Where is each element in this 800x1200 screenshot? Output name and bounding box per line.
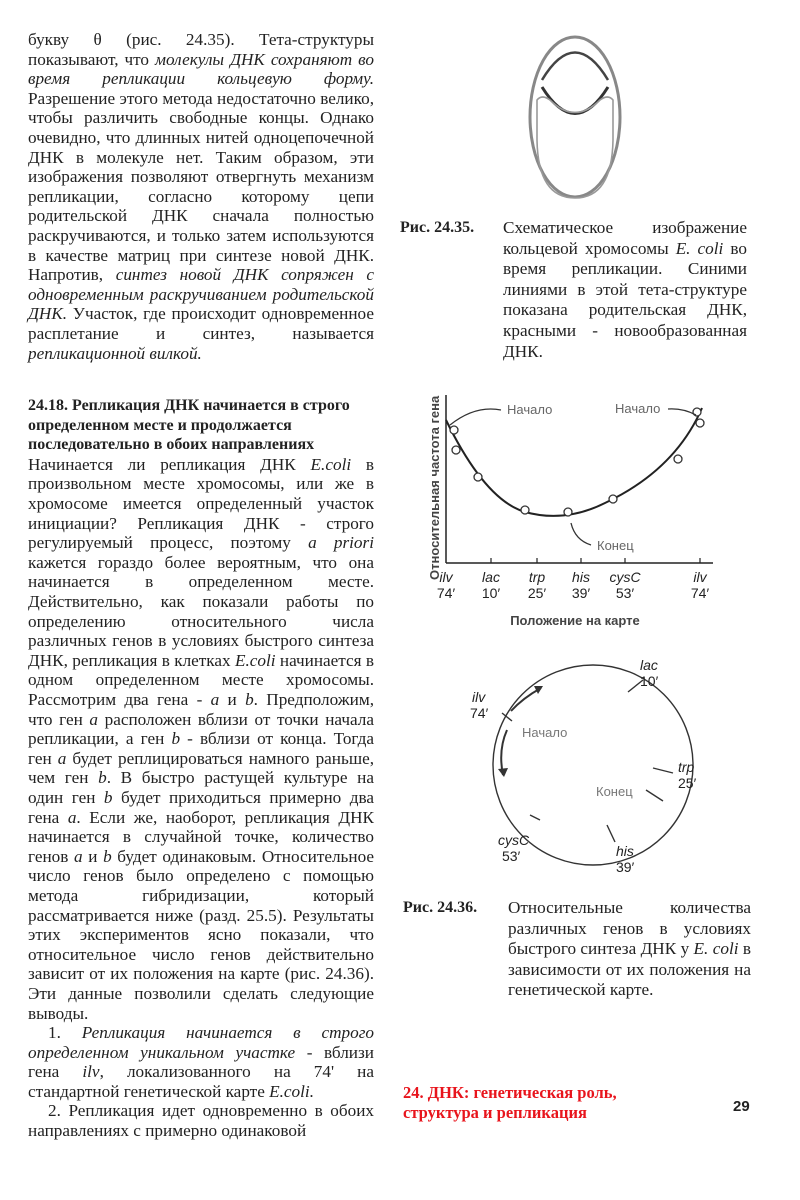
start-annotation-left: Начало [507,402,553,417]
left-text-column [28,30,374,1141]
x-tick-pos: 53′ [615,585,635,601]
x-tick-gene: lac [482,569,500,585]
x-axis-label: Положение на карте [510,613,640,628]
origin-label: Начало [522,725,568,740]
gene-pos-ilv: 74′ [470,705,489,721]
x-tick-gene: his [572,569,590,585]
terminus-label: Конец [596,784,633,799]
x-tick-pos: 25′ [527,585,547,601]
gene-pos-trp: 25′ [678,775,697,791]
gene-pos-his: 39′ [616,859,635,875]
y-axis-label: Относительная частота гена [427,395,442,580]
end-annotation: Конец [597,538,634,553]
x-tick-gene: trp [528,569,546,585]
caption-text: Относительные количества различных генов в условиях быстрого синтеза ДНК у E. coli в зависимости от их положения на генетической карте. [508,898,751,1000]
x-tick-pos: 74′ [436,585,456,601]
start-annotation-right: Начало [615,401,661,416]
gene-frequency-chart [425,375,725,630]
gene-label-ilv: ilv [472,689,486,705]
section-heading-24-18: 24.18. Репликация ДНК начинается в строго определенном месте и продолжается последовательно в обоих направлениях [28,397,350,454]
paragraph-replication-origin: Начинается ли репликация ДНК E.coli в произвольном месте хромосомы, или же в хромосоме имеется определенный участок инициации? Репликация ДНК - строго регулируемый процесс, поэтому a priori кажется гораздо более вероятным, что она начинается в определенном месте. Действительно, как показали работы по определению относительного числа различных генов в условиях быстрого синтеза ДНК, репликация в клетках E.coli начинается в одном определенном месте хромосомы. Рассмотрим два гена - a и b. Предположим, что ген a расположен вблизи от точки начала репликации, а ген b - вблизи от конца. Тогда ген a будет реплицироваться намного раньше, чем ген b. В быстро растущей культуре на один ген b будет приходиться примерно два гена a. Если же, наоборот, репликация ДНК начинается в случайной точке, количество генов a и b будет одинаковым. Относительное число генов было определено с помощью метода гибридизации, который рассматривается ниже (разд. 25.5). Результаты этих экспериментов ясно показали, что относительное число генов действительно зависит от их положения на карте (рис. 24.36). Эти данные позволили сделать следующие выводы. [28,454,375,1023]
page-number: 29 [733,1098,750,1115]
x-tick-gene: cysC [609,569,641,585]
gene-label-cysC: cysC [498,832,530,848]
figure-label: Рис. 24.35. [400,219,475,236]
x-tick-pos: 74′ [690,585,710,601]
theta-structure-figure [520,30,630,205]
chapter-running-title: 24. ДНК: генетическая роль, структура и репликация [403,1083,617,1122]
gene-label-lac: lac [640,657,658,673]
gene-pos-cysC: 53′ [502,848,521,864]
paragraph-theta-structures: букву θ (рис. 24.35). Тета-структуры показывают, что молекулы ДНК сохраняют во время репликации кольцевую форму. Разрешение этого метода недостаточно велико, чтобы различить свободные концы. Однако очевидно, что длинных нитей одноцепочечной ДНК в молекуле нет. Таким образом, эти изображения позволяют отвергнуть механизм репликации, согласно которому цепи родительской ДНК сначала полностью раскручиваются, и только затем используются в качестве матриц при синтезе новой ДНК. Напротив, синтез новой ДНК сопряжен с одновременным раскручиванием родительской ДНК. Участок, где происходит одновременное расплетание и синтез, называется репликационной вилкой. [28,30,375,363]
gene-label-trp: trp [678,759,695,775]
x-tick-gene: ilv [439,569,453,585]
figure-label: Рис. 24.36. [403,899,478,916]
conclusion-item-2: 2. Репликация идет одновременно в обоих направлениях с примерно одинаковой [28,1101,374,1141]
gene-pos-lac: 10′ [640,673,659,689]
caption-text: Схематическое изображение кольцевой хромосомы E. coli во время репликации. Синими линиями в этой тета-структуре показана родительская ДНК, красными - новообразованная ДНК. [503,218,747,361]
figure-caption-24-35 [400,218,750,361]
gene-label-his: his [616,843,634,859]
x-tick-pos: 10′ [481,585,501,601]
figure-caption-24-36 [403,898,753,1008]
conclusion-item-1: 1. Репликация начинается в строго определенном уникальном участке - вблизи гена ilv, локализованного на 74' на стандартной генетической карте E.coli. [28,1023,374,1101]
x-tick-pos: 39′ [571,585,591,601]
circular-chromosome-map [450,640,730,890]
x-tick-gene: ilv [693,569,707,585]
